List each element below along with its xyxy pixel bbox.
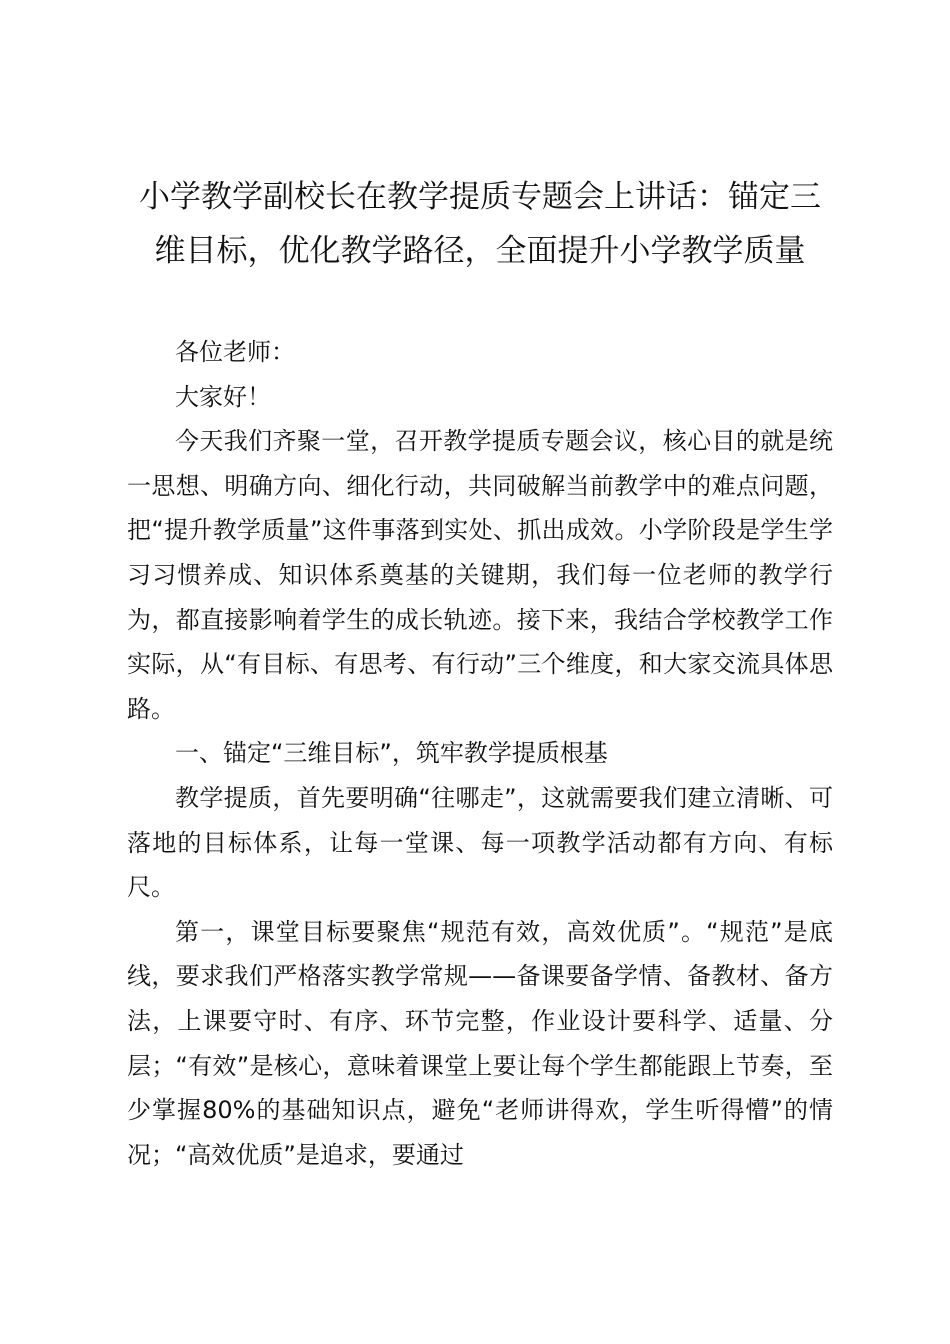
section-heading: 一、锚定“三维目标”，筑牢教学提质根基 — [175, 739, 608, 768]
body-paragraph: 第一，课堂目标要聚焦“规范有效，高效优质”。“规范”是底线，要求我们严格落实教学常规——备课要备学情、备教材、备方法，上课要守时、有序、环节完整，作业设计要科学、适量、分层；“有效”是核心，意味着课堂上要让每个学生都能跟上节奏，至少掌握80%的基础知识点，避免“老师讲得欢，学生听得懵”的情况；“高效优质”是追求，要通过 — [127, 917, 833, 1169]
document-title: 小学教学副校长在教学提质专题会上讲话：锚定三维目标，优化教学路径，全面提升小学教学质量 — [139, 179, 821, 269]
salutation: 各位老师： — [175, 338, 295, 366]
intro-paragraph: 今天我们齐聚一堂，召开教学提质专题会议，核心目的就是统一思想、明确方向、细化行动，共同破解当前教学中的难点问题，把“提升教学质量”这件事落到实处、抓出成效。小学阶段是学生学习习惯养成、知识体系奠基的关键期，我们每一位老师的教学行为，都直接影响着学生的成长轨迹。接下来，我结合学校教学工作实际，从“有目标、有思考、有行动”三个维度，和大家交流具体思路。 — [127, 427, 833, 723]
body-paragraph: 教学提质，首先要明确“往哪走”，这就需要我们建立清晰、可落地的目标体系，让每一堂课、每一项教学活动都有方向、有标尺。 — [127, 783, 833, 902]
greeting: 大家好！ — [175, 382, 271, 411]
document-body — [127, 330, 833, 1177]
